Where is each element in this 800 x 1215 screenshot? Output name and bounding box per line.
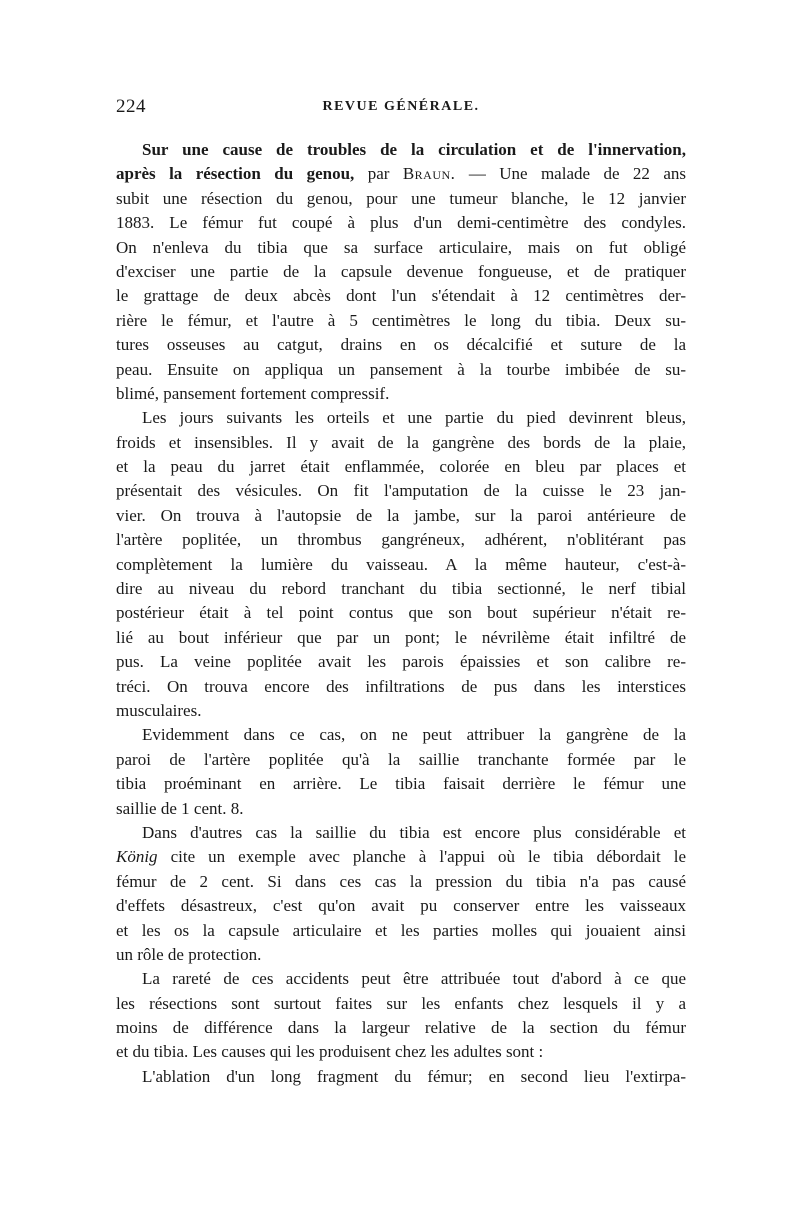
text-line: rière le fémur, et l'autre à 5 centimètres le long du tibia. Deux su-	[116, 310, 686, 330]
article-title-line: Sur une cause de troubles de la circulation et de l'innervation,	[142, 140, 686, 159]
text-line: Dans d'autres cas la saillie du tibia est encore plus considérable et	[142, 822, 686, 842]
cited-author: König	[116, 847, 158, 867]
text-line: dire au niveau du rebord tranchant du tibia sectionné, le nerf tibial	[116, 579, 686, 599]
text-line: peau. Ensuite on appliqua un pansement à la tourbe imbibée de su-	[116, 359, 686, 379]
text-line: postérieur était à tel point contus que son bout supérieur n'était re-	[116, 603, 686, 623]
text-fragment: — Une malade de 22 ans	[455, 164, 686, 184]
text-line: et la peau du jarret était enflammée, colorée en bleu par places et	[116, 457, 686, 477]
text-line: tréci. On trouva encore des infiltrations de pus dans les interstices	[116, 676, 686, 696]
text-line: froids et insensibles. Il y avait de la gangrène des bords de la plaie,	[116, 432, 686, 452]
text-line: Evidemment dans ce cas, on ne peut attribuer la gangrène de la	[142, 725, 686, 745]
text-line: 1883. Le fémur fut coupé à plus d'un demi-centimètre des condyles.	[116, 213, 686, 233]
text-line: L'ablation d'un long fragment du fémur; en second lieu l'extirpa-	[142, 1066, 686, 1086]
text-line: lié au bout inférieur que par un pont; le névrilème était infiltré de	[116, 627, 686, 647]
text-line: et du tibia. Les causes qui les produisent chez les adultes sont :	[116, 1042, 544, 1062]
article-title-line: après la résection du genou,	[116, 164, 355, 184]
text-line: subit une résection du genou, pour une tumeur blanche, le 12 janvier	[116, 188, 686, 208]
text-line: moins de différence dans la largeur relative de la section du fémur	[116, 1018, 686, 1038]
text-fragment: cite un exemple avec planche à l'appui où le tibia débordait le	[157, 847, 686, 867]
running-title: REVUE GÉNÉRALE.	[322, 99, 480, 114]
page-header	[116, 96, 686, 120]
text-line: blimé, pansement fortement compressif.	[116, 383, 390, 403]
text-line: et les os la capsule articulaire et les parties molles qui jouaient ainsi	[116, 920, 686, 940]
text-line: l'artère poplitée, un thrombus gangréneux, adhérent, n'oblitérant pas	[116, 530, 686, 550]
text-line: musculaires.	[116, 700, 202, 720]
text-line: La rareté de ces accidents peut être attribuée tout d'abord à ce que	[142, 969, 686, 989]
byline-par: par	[354, 164, 403, 184]
text-line: les résections sont surtout faites sur les enfants chez lesquels il y a	[116, 993, 686, 1013]
text-line: tibia proéminant en arrière. Le tibia faisait derrière le fémur une	[116, 774, 686, 794]
text-line: vier. On trouva à l'autopsie de la jambe, sur la paroi antérieure de	[116, 505, 686, 525]
text-line	[116, 845, 686, 869]
author-name: Braun.	[402, 164, 456, 184]
text-line: Les jours suivants les orteils et une partie du pied devinrent bleus,	[142, 408, 686, 428]
text-line: pus. La veine poplitée avait les parois épaissies et son calibre re-	[116, 652, 686, 672]
text-line: présentait des vésicules. On fit l'amputation de la cuisse le 23 jan-	[116, 481, 686, 501]
text-line: tures osseuses au catgut, drains en os décalcifié et suture de la	[116, 335, 686, 355]
article-body	[116, 138, 686, 1089]
text-line: le grattage de deux abcès dont l'un s'étendait à 12 centimètres der-	[116, 286, 686, 306]
text-line: fémur de 2 cent. Si dans ces cas la pression du tibia n'a pas causé	[116, 871, 686, 891]
text-line: saillie de 1 cent. 8.	[116, 798, 244, 818]
text-line: d'effets désastreux, c'est qu'on avait pu conserver entre les vaisseaux	[116, 896, 686, 916]
text-line: complètement la lumière du vaisseau. A la même hauteur, c'est-à-	[116, 554, 686, 574]
page-number: 224	[116, 96, 146, 117]
text-line: paroi de l'artère poplitée qu'à la saillie tranchante formée par le	[116, 749, 686, 769]
text-line: d'exciser une partie de la capsule devenue fongueuse, et de pratiquer	[116, 261, 686, 281]
text-line: On n'enleva du tibia que sa surface articulaire, mais on fut obligé	[116, 237, 686, 257]
text-line: un rôle de protection.	[116, 944, 262, 964]
text-line	[116, 162, 686, 186]
